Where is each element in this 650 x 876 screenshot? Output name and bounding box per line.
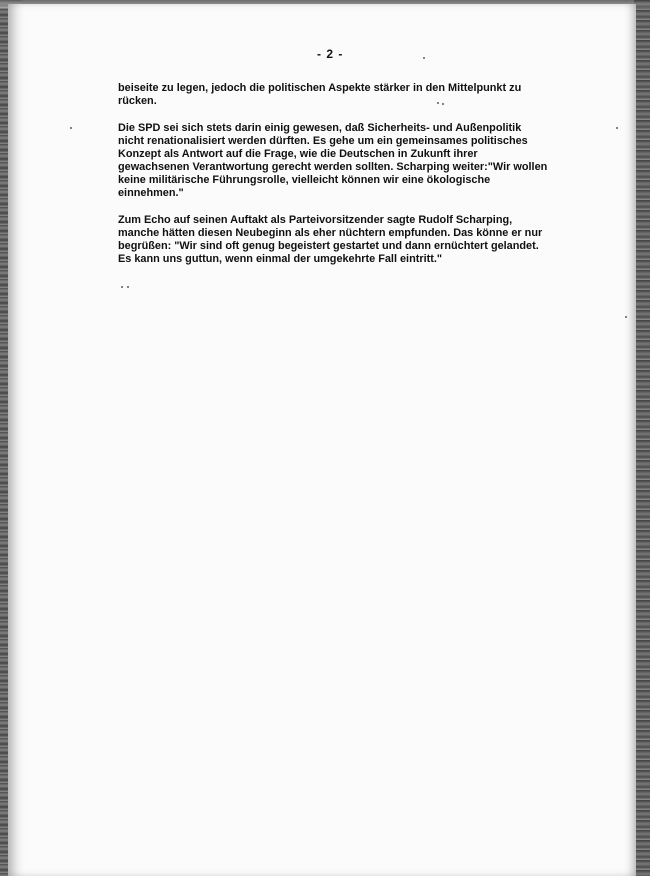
scan-speck	[121, 286, 123, 288]
scan-speck	[437, 102, 439, 104]
paragraph-1: beiseite zu legen, jedoch die politischen Aspekte stärker in den Mittelpunkt zu rücken.	[118, 82, 522, 107]
scan-speck	[442, 103, 444, 105]
scan-speck	[625, 316, 627, 318]
page-number: - 2 -	[317, 47, 344, 61]
scan-edge-right	[634, 0, 650, 876]
scan-speck	[70, 127, 72, 129]
document-body	[118, 82, 548, 280]
scan-speck	[616, 127, 618, 129]
paragraph-3: Zum Echo auf seinen Auftakt als Parteivorsitzender sagte Rudolf Scharping, manche hätten diesen Neubeginn als eher nüchtern empfunden. Das könne er nur begrüßen: "Wir sind oft genug begeistert gestartet und dann ernüchtert gelandet. Es kann uns guttun, wenn einmal der umgekehrte Fall eintritt."	[118, 214, 543, 265]
scan-speck	[423, 57, 425, 59]
scan-speck	[127, 286, 129, 288]
document-page	[8, 4, 636, 876]
paragraph-2: Die SPD sei sich stets darin einig gewesen, daß Sicherheits- und Außenpolitik nicht renationalisiert werden dürften. Es gehe um ein gemeinsames politisches Konzept als Antwort auf die Frage, wie die Deutschen in Zukunft ihrer gewachsenen Verantwortung gerecht werden sollten. Scharping weiter:"Wir wollen keine militärische Führungsrolle, vielleicht können wir eine ökologische einnehmen."	[118, 122, 548, 199]
